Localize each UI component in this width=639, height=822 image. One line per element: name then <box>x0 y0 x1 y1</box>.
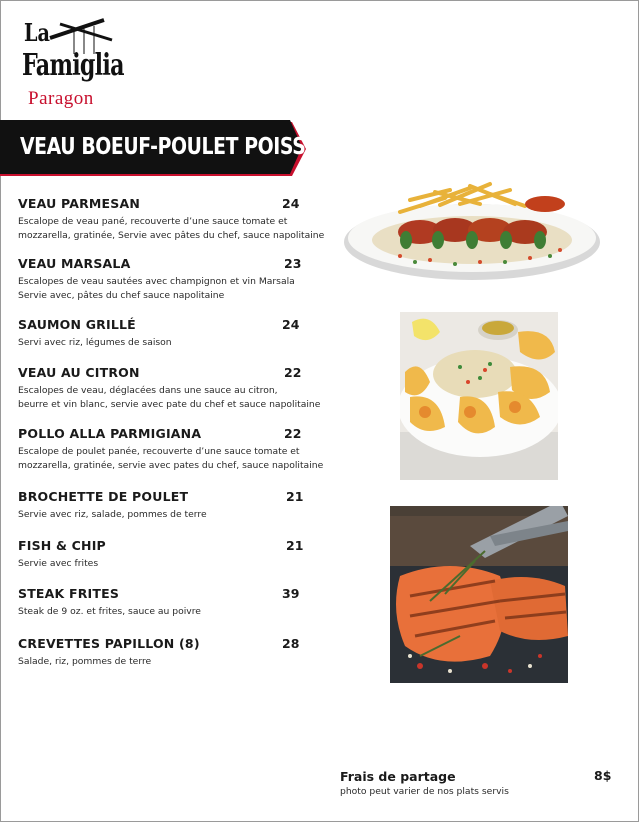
menu-item-desc: Escalopes de veau, déglacées dans une sauce au citron, beurre et vin blanc, servie avec pate du chef et sauce napolitaine <box>18 385 321 410</box>
menu-item <box>18 365 328 411</box>
menu-item <box>18 586 328 619</box>
menu-item-price: 23 <box>284 256 302 271</box>
menu-item-price: 39 <box>282 586 300 601</box>
menu-item-desc: Servie avec riz, salade, pommes de terre <box>18 509 207 520</box>
menu-item-desc: Escalope de veau pané, recouverte d’une sauce tomate et mozzarella, gratinée, Servie avec pâtes du chef, sauce napolitaine <box>18 216 325 241</box>
menu-item-name: CREVETTES PAPILLON (8) <box>18 636 200 651</box>
menu-item-name: POLLO ALLA PARMIGIANA <box>18 426 202 441</box>
logo-paragon: Paragon <box>28 88 94 109</box>
menu-item <box>18 426 328 472</box>
menu-item <box>18 256 328 302</box>
menu-item-desc: Escalope de poulet panée, recouverte d’une sauce tomate et mozzarella, gratinée, servie avec pates du chef, sauce napolitaine <box>18 446 324 471</box>
menu-item-name: FISH & CHIP <box>18 538 106 553</box>
photo-disclaimer: photo peut varier de nos plats servis <box>340 786 509 797</box>
menu-item-name: SAUMON GRILLÉ <box>18 317 136 332</box>
logo-la: La <box>24 18 50 47</box>
veal-plate-photo <box>340 170 605 285</box>
menu-item-name: VEAU MARSALA <box>18 256 131 271</box>
menu-item-price: 28 <box>282 636 300 651</box>
menu-item <box>18 636 328 669</box>
menu-item-desc: Servie avec frites <box>18 558 99 569</box>
menu-item-desc: Salade, riz, pommes de terre <box>18 656 152 667</box>
menu-item <box>18 489 328 522</box>
menu-item-price: 24 <box>282 196 300 211</box>
menu-item-desc: Steak de 9 oz. et frites, sauce au poivre <box>18 606 201 617</box>
menu-item-price: 22 <box>284 426 302 441</box>
menu-item-name: VEAU AU CITRON <box>18 365 140 380</box>
menu-item-desc: Servi avec riz, légumes de saison <box>18 337 172 348</box>
menu-item-name: VEAU PARMESAN <box>18 196 141 211</box>
menu-item-name: BROCHETTE DE POULET <box>18 489 189 504</box>
menu-item <box>18 538 328 571</box>
menu-item-desc: Escalopes de veau sautées avec champignon et vin Marsala Servie avec, pâtes du chef sauce napolitaine <box>18 276 295 301</box>
grilled-salmon-photo <box>390 506 568 683</box>
menu-item-price: 24 <box>282 317 300 332</box>
menu-item <box>18 317 328 350</box>
restaurant-logo <box>20 18 130 108</box>
menu-item-price: 22 <box>284 365 302 380</box>
shrimp-plate-photo <box>400 312 558 480</box>
section-title: VEAU BOEUF-POULET POISSON <box>20 134 337 160</box>
sharing-fee-price: 8$ <box>594 768 612 783</box>
sharing-fee-title: Frais de partage <box>340 769 456 784</box>
menu-item <box>18 196 328 242</box>
menu-item-name: STEAK FRITES <box>18 586 120 601</box>
menu-item-price: 21 <box>286 489 304 504</box>
menu-item-price: 21 <box>286 538 304 553</box>
logo-famiglia: Famiglia <box>22 48 124 83</box>
